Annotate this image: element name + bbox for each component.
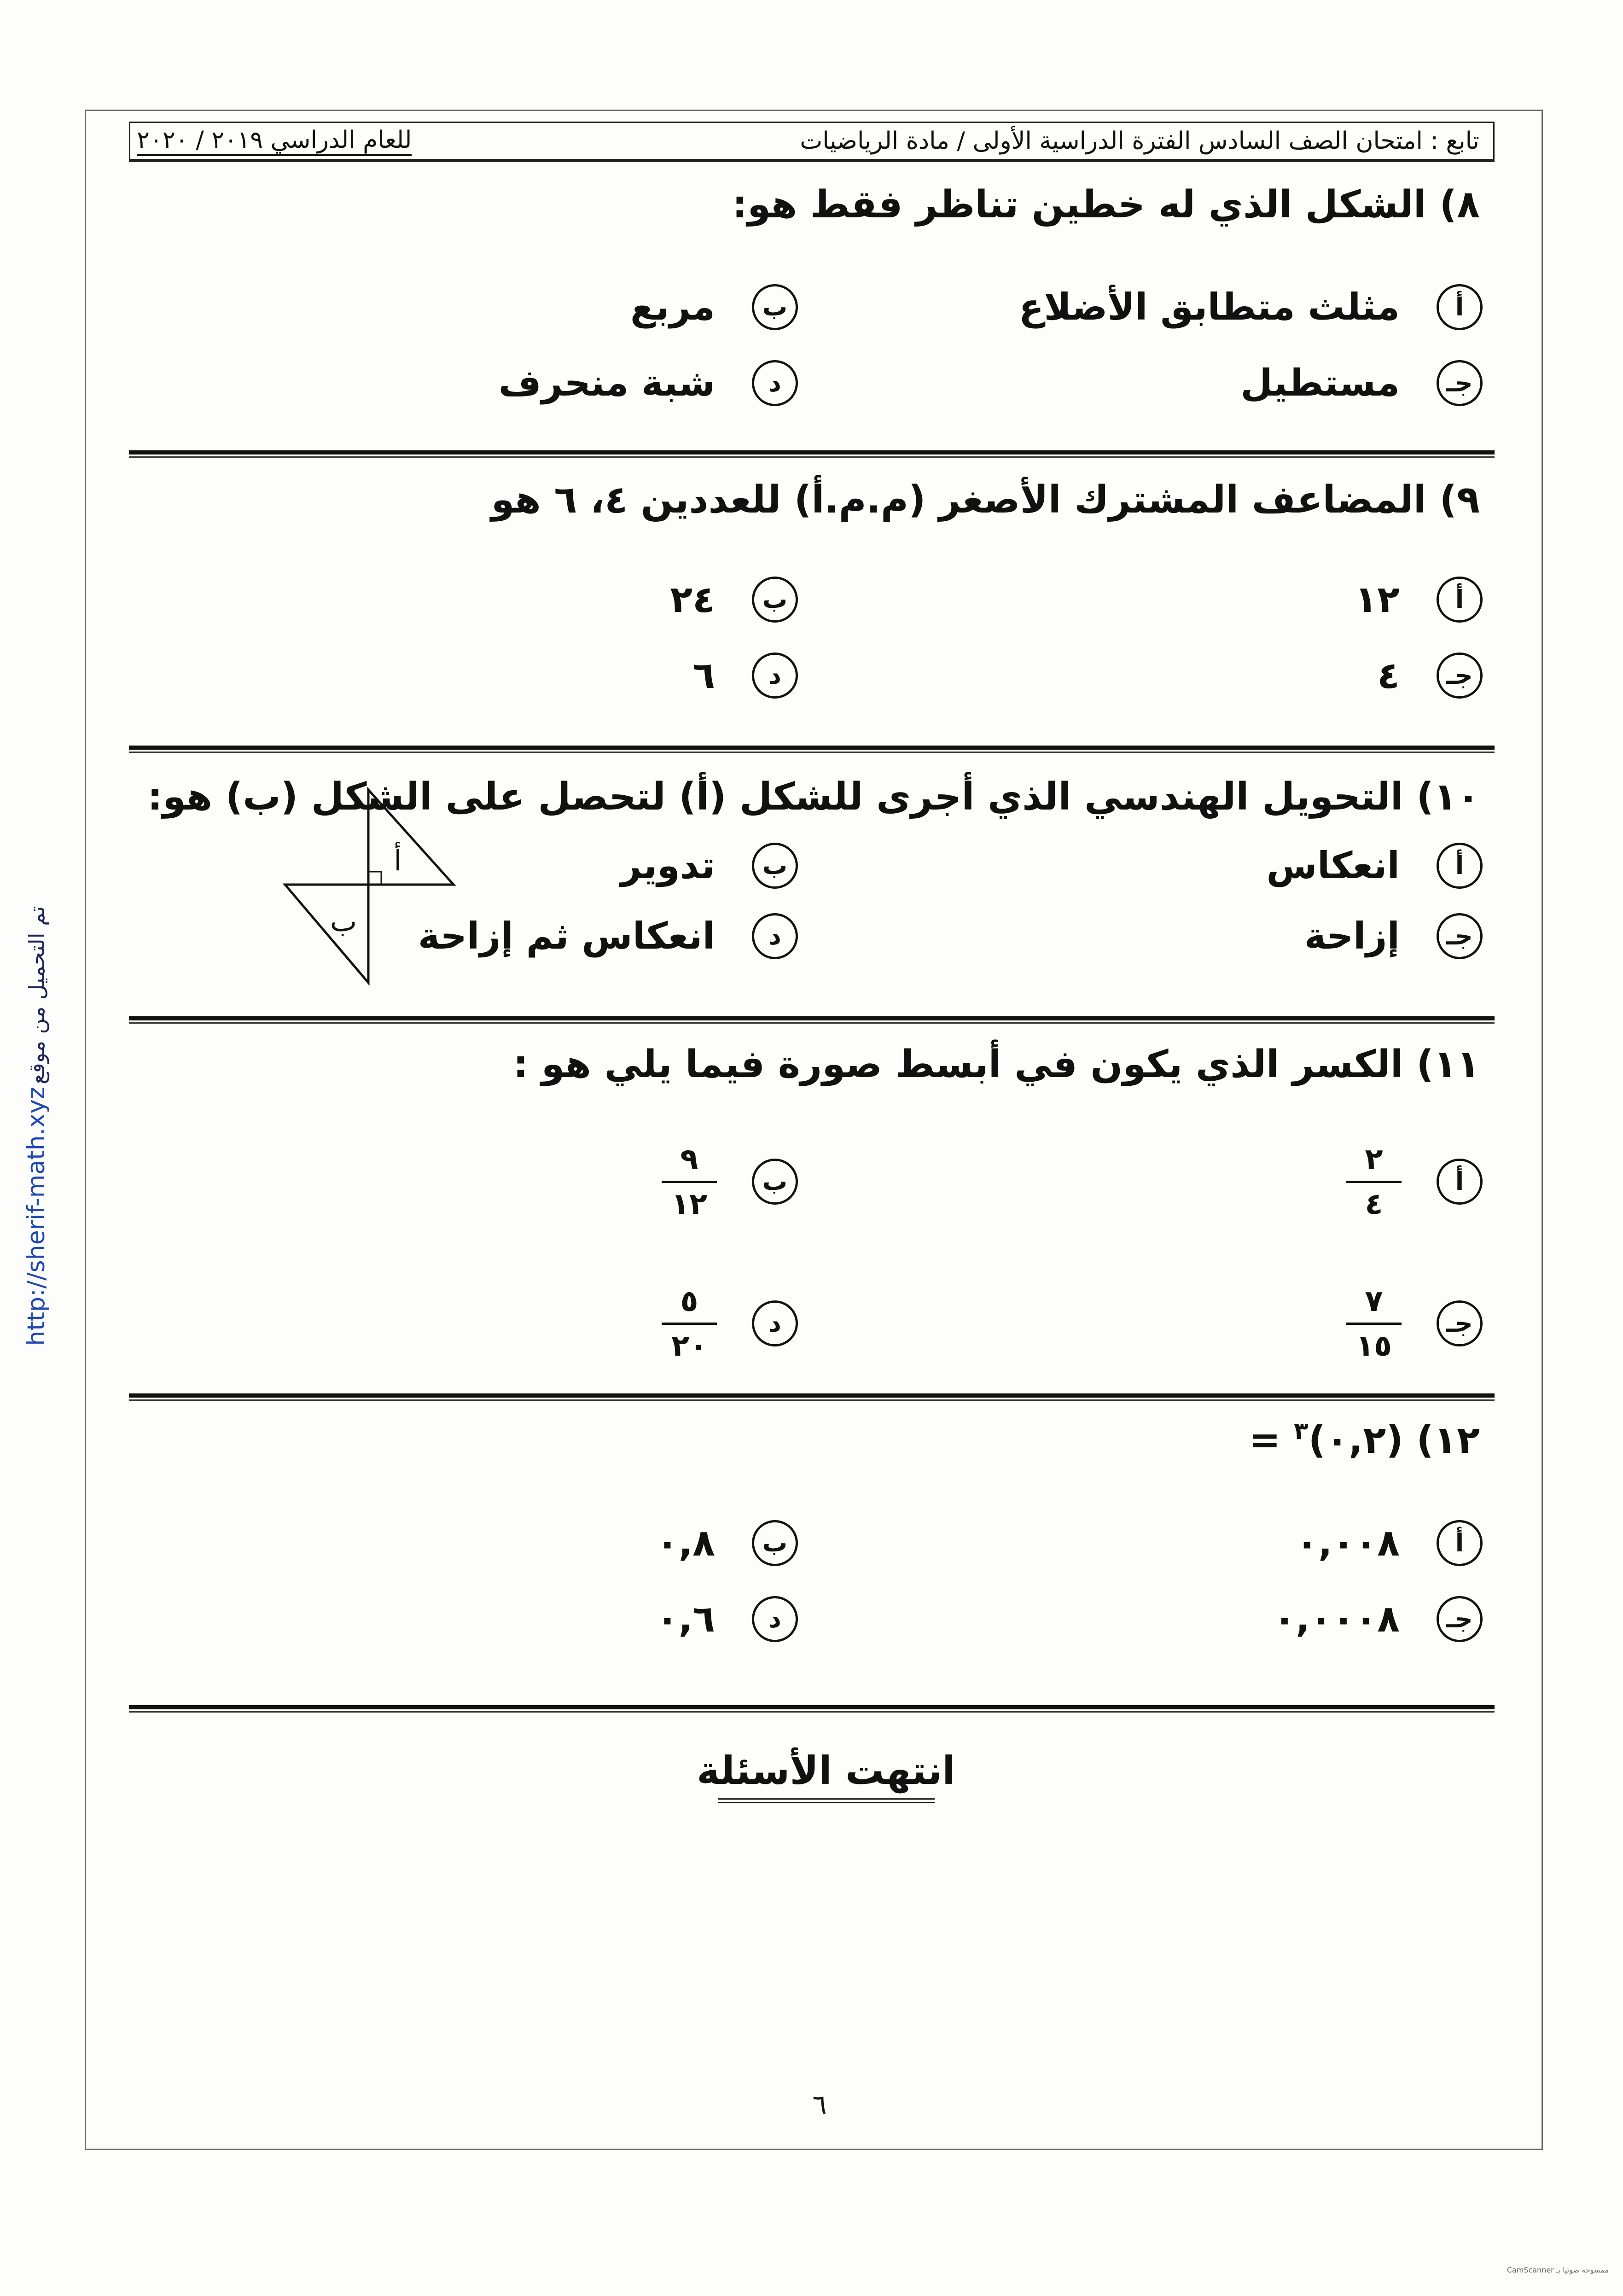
- option-letter-circle: جـ: [1437, 913, 1483, 959]
- question-10-option-a: [1266, 840, 1483, 891]
- fraction-bar: [662, 1323, 717, 1325]
- side-download-note: [23, 868, 50, 1384]
- fraction-denominator: ٤: [1365, 1187, 1383, 1221]
- option-text: إزاحة: [1304, 915, 1400, 957]
- option-letter-circle: جـ: [1437, 1300, 1483, 1346]
- question-11-option-a: [1346, 1126, 1483, 1237]
- option-letter-circle: د: [752, 1300, 798, 1346]
- option-letter-circle: د: [752, 360, 798, 406]
- section-divider: [129, 1393, 1495, 1401]
- option-letter-circle: ب: [752, 284, 798, 330]
- question-9-option-d: [692, 650, 798, 701]
- option-text: شبة منحرف: [498, 361, 715, 404]
- fraction-bar: [1346, 1323, 1402, 1325]
- option-letter-circle: جـ: [1437, 653, 1483, 699]
- question-10-option-b: [620, 840, 798, 891]
- question-10-option-c: [1304, 911, 1483, 962]
- option-text: انعكاس: [1266, 844, 1400, 887]
- fraction-numerator: ٧: [1365, 1284, 1383, 1318]
- power-base: (٠,٢): [1308, 1418, 1403, 1462]
- question-9-option-c: [1377, 650, 1483, 701]
- question-10-title: ١٠) التحويل الهندسي الذي أجرى للشكل (أ) لتحصل على الشكل (ب) هو:: [147, 775, 1480, 819]
- fraction-denominator: ١٢: [671, 1187, 708, 1221]
- option-text: تدوير: [620, 844, 715, 887]
- option-letter-circle: أ: [1437, 1159, 1483, 1205]
- option-letter-circle: ب: [752, 1520, 798, 1566]
- fraction-bar: [662, 1181, 717, 1183]
- fraction-numerator: ٢: [1365, 1142, 1383, 1177]
- side-note-text: تم التحميل من موقع: [24, 906, 49, 1084]
- question-8-option-d: [499, 358, 798, 408]
- option-text: ٠,٠٠٠٨: [1273, 1597, 1400, 1640]
- right-angle-marker: [368, 872, 381, 885]
- side-note-url: http://sherif-math.xyz: [23, 1086, 50, 1346]
- option-letter-circle: جـ: [1437, 360, 1483, 406]
- end-of-questions: انتهت الأسئلة: [697, 1748, 955, 1793]
- section-divider: [129, 1016, 1495, 1024]
- exam-header: [129, 122, 1495, 162]
- option-letter-circle: د: [752, 1596, 798, 1642]
- option-letter-circle: ب: [752, 843, 798, 889]
- question-9-option-b: [670, 574, 798, 625]
- equals-sign: =: [1249, 1418, 1281, 1462]
- option-letter-circle: ب: [752, 1159, 798, 1205]
- option-letter-circle: أ: [1437, 843, 1483, 889]
- scanner-watermark: ممسوحة ضوئيا بـ CamScanner: [1507, 2266, 1609, 2274]
- option-letter-circle: د: [752, 913, 798, 959]
- option-text: ٠,٠٠٨: [1296, 1521, 1400, 1564]
- option-text: ٦: [692, 654, 715, 697]
- option-letter-circle: أ: [1437, 577, 1483, 623]
- option-text: ٤: [1377, 654, 1400, 697]
- fraction: [1346, 1141, 1402, 1223]
- triangle-a-label: أ: [394, 844, 402, 877]
- section-divider: [129, 746, 1495, 753]
- option-text: مربع: [630, 286, 715, 328]
- question-12-option-d: [656, 1594, 798, 1644]
- triangle-a: [368, 790, 454, 885]
- question-9-title: ٩) المضاعف المشترك الأصغر (م.م.أ) للعددين ٤، ٦ هو: [491, 478, 1480, 522]
- option-letter-circle: جـ: [1437, 1596, 1483, 1642]
- question-12-option-b: [656, 1518, 798, 1568]
- option-letter-circle: أ: [1437, 1520, 1483, 1566]
- fraction: [1346, 1283, 1402, 1364]
- question-number: ١٢): [1416, 1418, 1480, 1462]
- question-10-option-d: [418, 911, 798, 962]
- academic-year: للعام الدراسي ٢٠١٩ / ٢٠٢٠: [137, 126, 412, 156]
- fraction-numerator: ٩: [680, 1142, 698, 1177]
- question-11-option-d: [662, 1268, 798, 1379]
- question-11-option-c: [1346, 1268, 1483, 1379]
- section-divider: [129, 450, 1495, 458]
- fraction: [662, 1283, 717, 1364]
- question-8-option-c: [1240, 358, 1483, 408]
- option-letter-circle: أ: [1437, 284, 1483, 330]
- section-divider: [129, 1705, 1495, 1713]
- end-of-questions-ornament: [718, 1798, 935, 1803]
- page-number: ٦: [812, 2089, 827, 2120]
- fraction: [662, 1141, 717, 1223]
- option-letter-circle: د: [752, 653, 798, 699]
- question-12-option-a: [1296, 1518, 1483, 1568]
- power-exponent: ٣: [1293, 1417, 1309, 1445]
- triangle-b-label: ب: [330, 904, 357, 938]
- side-note-line: [23, 868, 50, 1384]
- page-frame: [85, 110, 1543, 2150]
- fraction-numerator: ٥: [680, 1284, 698, 1318]
- option-text: ٠,٦: [656, 1597, 715, 1640]
- option-text: ١٢: [1355, 578, 1400, 621]
- option-text: ٠,٨: [656, 1521, 715, 1564]
- question-12-option-c: [1273, 1594, 1483, 1644]
- option-letter-circle: ب: [752, 577, 798, 623]
- option-text: مثلث متطابق الأضلاع: [1018, 286, 1400, 328]
- option-text: انعكاس ثم إزاحة: [418, 915, 715, 957]
- option-text: ٢٤: [670, 578, 715, 621]
- question-11-option-b: [662, 1126, 798, 1237]
- fraction-denominator: ١٥: [1355, 1329, 1392, 1363]
- transformation-figure: [267, 778, 470, 995]
- question-8-option-b: [630, 282, 798, 332]
- fraction-bar: [1346, 1181, 1402, 1183]
- question-12-title: [1249, 1415, 1480, 1466]
- question-11-title: ١١) الكسر الذي يكون في أبسط صورة فيما يلي هو :: [513, 1043, 1480, 1086]
- question-8-option-a: [1019, 282, 1483, 332]
- exam-title: تابع : امتحان الصف السادس الفترة الدراسية الأولى / مادة الرياضيات: [800, 127, 1479, 155]
- question-9-option-a: [1355, 574, 1483, 625]
- question-8-title: ٨) الشكل الذي له خطين تناظر فقط هو:: [732, 183, 1480, 227]
- option-text: مستطيل: [1240, 361, 1400, 404]
- fraction-denominator: ٢٠: [671, 1329, 708, 1363]
